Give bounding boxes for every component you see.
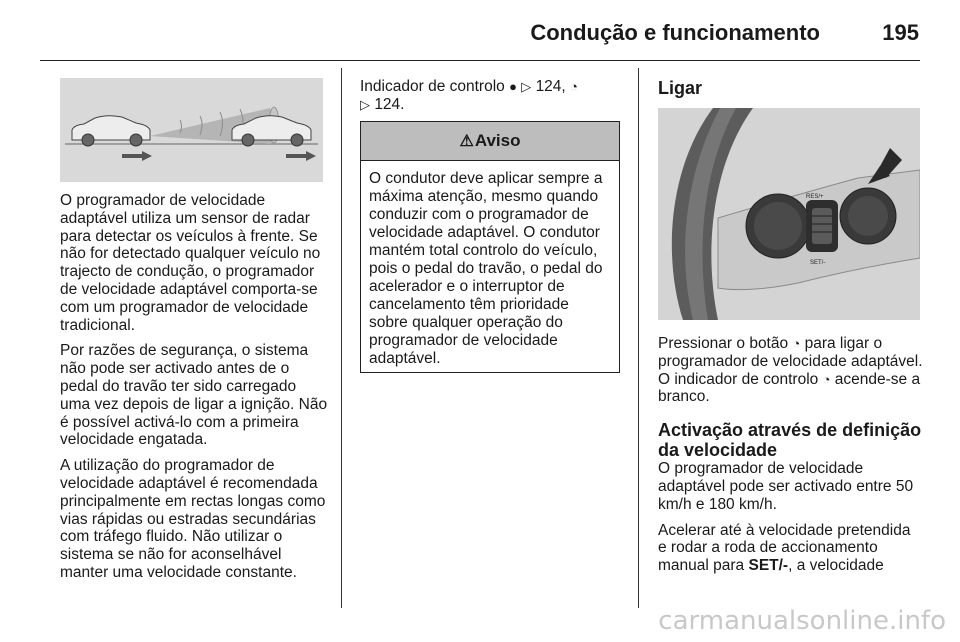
cruise-button-icon: ◔ xyxy=(792,336,801,351)
warning-triangle-icon: ⚠ xyxy=(459,133,474,150)
column-3 xyxy=(658,335,923,583)
page-ref-arrow-icon: ▷ xyxy=(521,79,532,94)
page-ref-arrow-icon: ▷ xyxy=(360,96,370,112)
page-ref-2: 124. xyxy=(374,95,405,113)
text-lights-white: acende-se a branco. xyxy=(658,370,921,406)
watermark: carmanualsonline.info xyxy=(658,606,946,636)
steering-wheel-illustration xyxy=(658,108,920,320)
warning-text: O condutor deve aplicar sempre a máxima atenção, mesmo quando conduzir com o programador de velocidade adaptável. O condutor mantém total controlo do veículo, pois o pedal do travão, o pedal do acelerador e o interruptor de cancelamento têm prioridade sobre qualquer operação do programador de velocidade adaptável. xyxy=(369,170,603,367)
wheel-label-res: RES/+ xyxy=(806,194,824,200)
warning-title: Aviso xyxy=(474,131,521,150)
paragraph-speed-range: O programador de velocidade adaptável pode ser activado entre 50 km/h e 180 km/h. xyxy=(658,460,914,513)
indicator-label: Indicador de controlo xyxy=(360,78,505,95)
column-2 xyxy=(360,78,625,114)
page-ref-1: 124, xyxy=(535,78,566,95)
column-rule-2 xyxy=(638,68,639,608)
heading-activation: Activação através de definição da velocidade xyxy=(658,420,922,461)
radar-illustration xyxy=(60,78,323,182)
cruise-indicator-icon: ◔ xyxy=(822,371,831,387)
paragraph-usage: A utilização do programador de velocidade adaptável é recomendada principalmente em rectas longas como vias rápidas ou estradas secundárias com tráfego fluido. Não utilizar o sistema se não for aconselhável manter uma velocidade constante. xyxy=(60,457,326,581)
column-1 xyxy=(60,192,328,590)
paragraph-set-speed xyxy=(658,522,923,575)
warning-box xyxy=(360,121,620,373)
page-number: 195 xyxy=(882,20,919,45)
warning-header xyxy=(361,122,619,161)
page-header-title: Condução e funcionamento xyxy=(530,20,820,45)
text-press-button: Pressionar o botão xyxy=(658,335,789,352)
text-speed-tail: , a velocidade xyxy=(788,557,884,575)
paragraph-safety: Por razões de segurança, o sistema não pode ser activado antes de o pedal do travão ter sido carregado uma vez depois de ligar a ignição. Não é possível activá-lo com a primeira velocidade engatada. xyxy=(60,342,328,449)
text-switch-on: para ligar o programador de velocidade adaptável. O indicador de controlo xyxy=(658,335,923,388)
car-indicator-icon: ● xyxy=(509,79,517,94)
text-accelerate: Acelerar até à velocidade pretendida e rodar a roda de accionamento manual para xyxy=(658,521,911,575)
column-rule-1 xyxy=(341,68,342,608)
paragraph-switch-on xyxy=(658,335,923,406)
heading-ligar: Ligar xyxy=(658,78,703,98)
paragraph-radar-sensor: O programador de velocidade adaptável utiliza um sensor de radar para detectar os veículos à frente. Se não for detectado qualquer veículo no trajecto de condução, o programador de velocidade adaptável comporta-se com um programador de velocidade tradicional. xyxy=(60,192,321,334)
indicator-reference xyxy=(360,78,625,114)
text-set-label: SET/- xyxy=(748,557,789,575)
cruise-indicator-icon: ◔ xyxy=(570,79,578,94)
wheel-label-set: SET/- xyxy=(810,260,826,266)
header-rule xyxy=(40,60,920,61)
